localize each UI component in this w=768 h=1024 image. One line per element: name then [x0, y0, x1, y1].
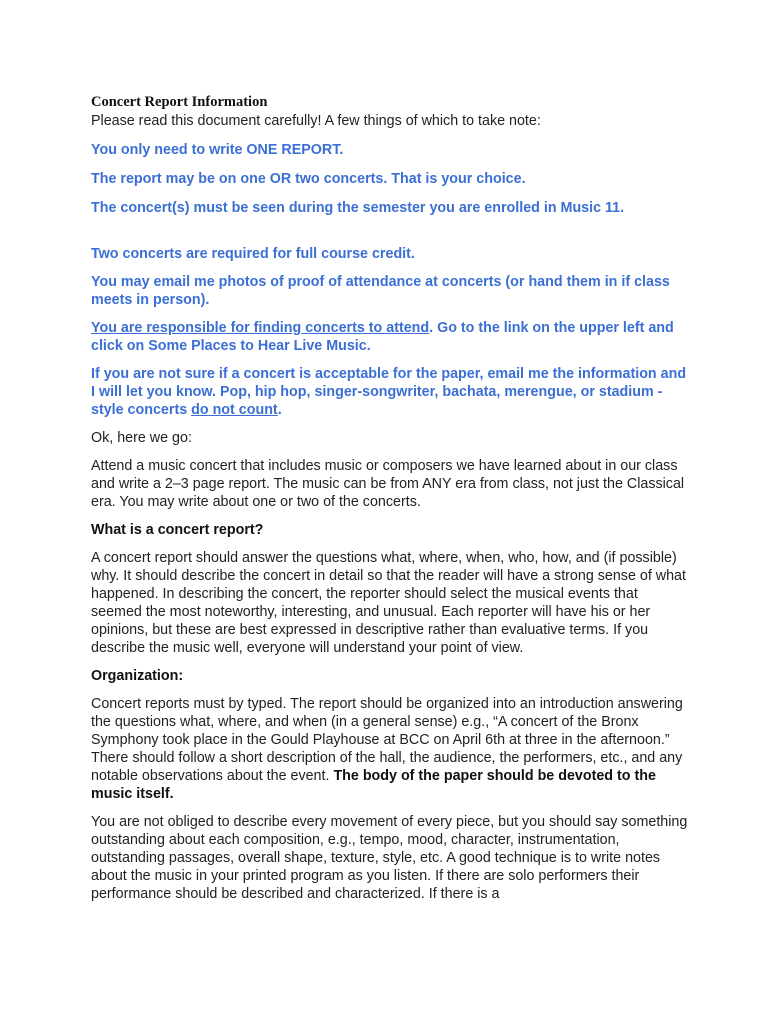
document-body — [91, 93, 691, 903]
note-two-required: Two concerts are required for full course credit. — [91, 246, 415, 262]
lead-in-text: Ok, here we go: — [91, 430, 192, 446]
what-paragraph: A concert report should answer the questions what, where, when, who, how, and (if possible) why. It should describe the concert in detail so that the reader will have a strong sense of what happened. In describing the concert, the reporter should select the musical events that seemed the most noteworthy, interesting, and unusual. Each reporter will have his or her opinions, but these are best expressed in descriptive rather than evaluative terms. If you describe the music well, everyone will understand your point of view. — [91, 550, 686, 656]
do-not-count-text: do not count — [191, 402, 278, 418]
organization-text: Concert reports must by typed. The report should be organized into an introduction answering the questions what, where, and when (in a general sense) e.g., “A concert of the Bronx Symphony took place in the Gould Playhouse at BCC on April 6th at three in the afternoon.” There should follow a short description of the hall, the audience, the performers, etc., and any notable observations about the event. — [91, 696, 683, 784]
final-paragraph: You are not obliged to describe every movement of every piece, but you should say something outstanding about each composition, e.g., tempo, mood, character, instrumentation, outstanding passages, overall shape, texture, style, etc. A good technique is to write notes about the music in your printed program as you listen. If there are solo performers their performance should be described and characterized. If there is a — [91, 814, 688, 902]
note-photos: You may email me photos of proof of attendance at concerts (or hand them in if class meets in person). — [91, 274, 670, 308]
note-one-report: You only need to write ONE REPORT. — [91, 142, 344, 158]
acceptable-period: . — [277, 402, 282, 418]
note-responsible — [91, 319, 691, 355]
intro-text: Please read this document carefully! A few things of which to take note: — [91, 113, 541, 129]
responsible-link-text[interactable]: You are responsible for finding concerts to attend — [91, 320, 430, 336]
note-acceptable — [91, 365, 691, 419]
responsible-rest-text: . Go to the link on the upper left and click on Some Places to Hear Live Music. — [91, 320, 674, 354]
organization-bold-text: The body of the paper should be devoted to the music itself. — [91, 768, 656, 802]
attend-paragraph: Attend a music concert that includes music or composers we have learned about in our class and write a 2–3 page report. The music can be from ANY era from class, not just the Classical era. You may write about one or two of the concerts. — [91, 458, 685, 510]
organization-paragraph — [91, 695, 691, 803]
document-title: Concert Report Information — [91, 94, 268, 110]
heading-organization: Organization: — [91, 668, 184, 684]
heading-what-is-report: What is a concert report? — [91, 522, 264, 538]
acceptable-main-text: If you are not sure if a concert is acceptable for the paper, email me the information and I will let you know. Pop, hip hop, singer-songwriter, bachata, merengue, or stadium - style concerts — [91, 366, 687, 418]
note-semester: The concert(s) must be seen during the semester you are enrolled in Music 11. — [91, 200, 625, 216]
note-one-or-two: The report may be on one OR two concerts. That is your choice. — [91, 171, 526, 187]
